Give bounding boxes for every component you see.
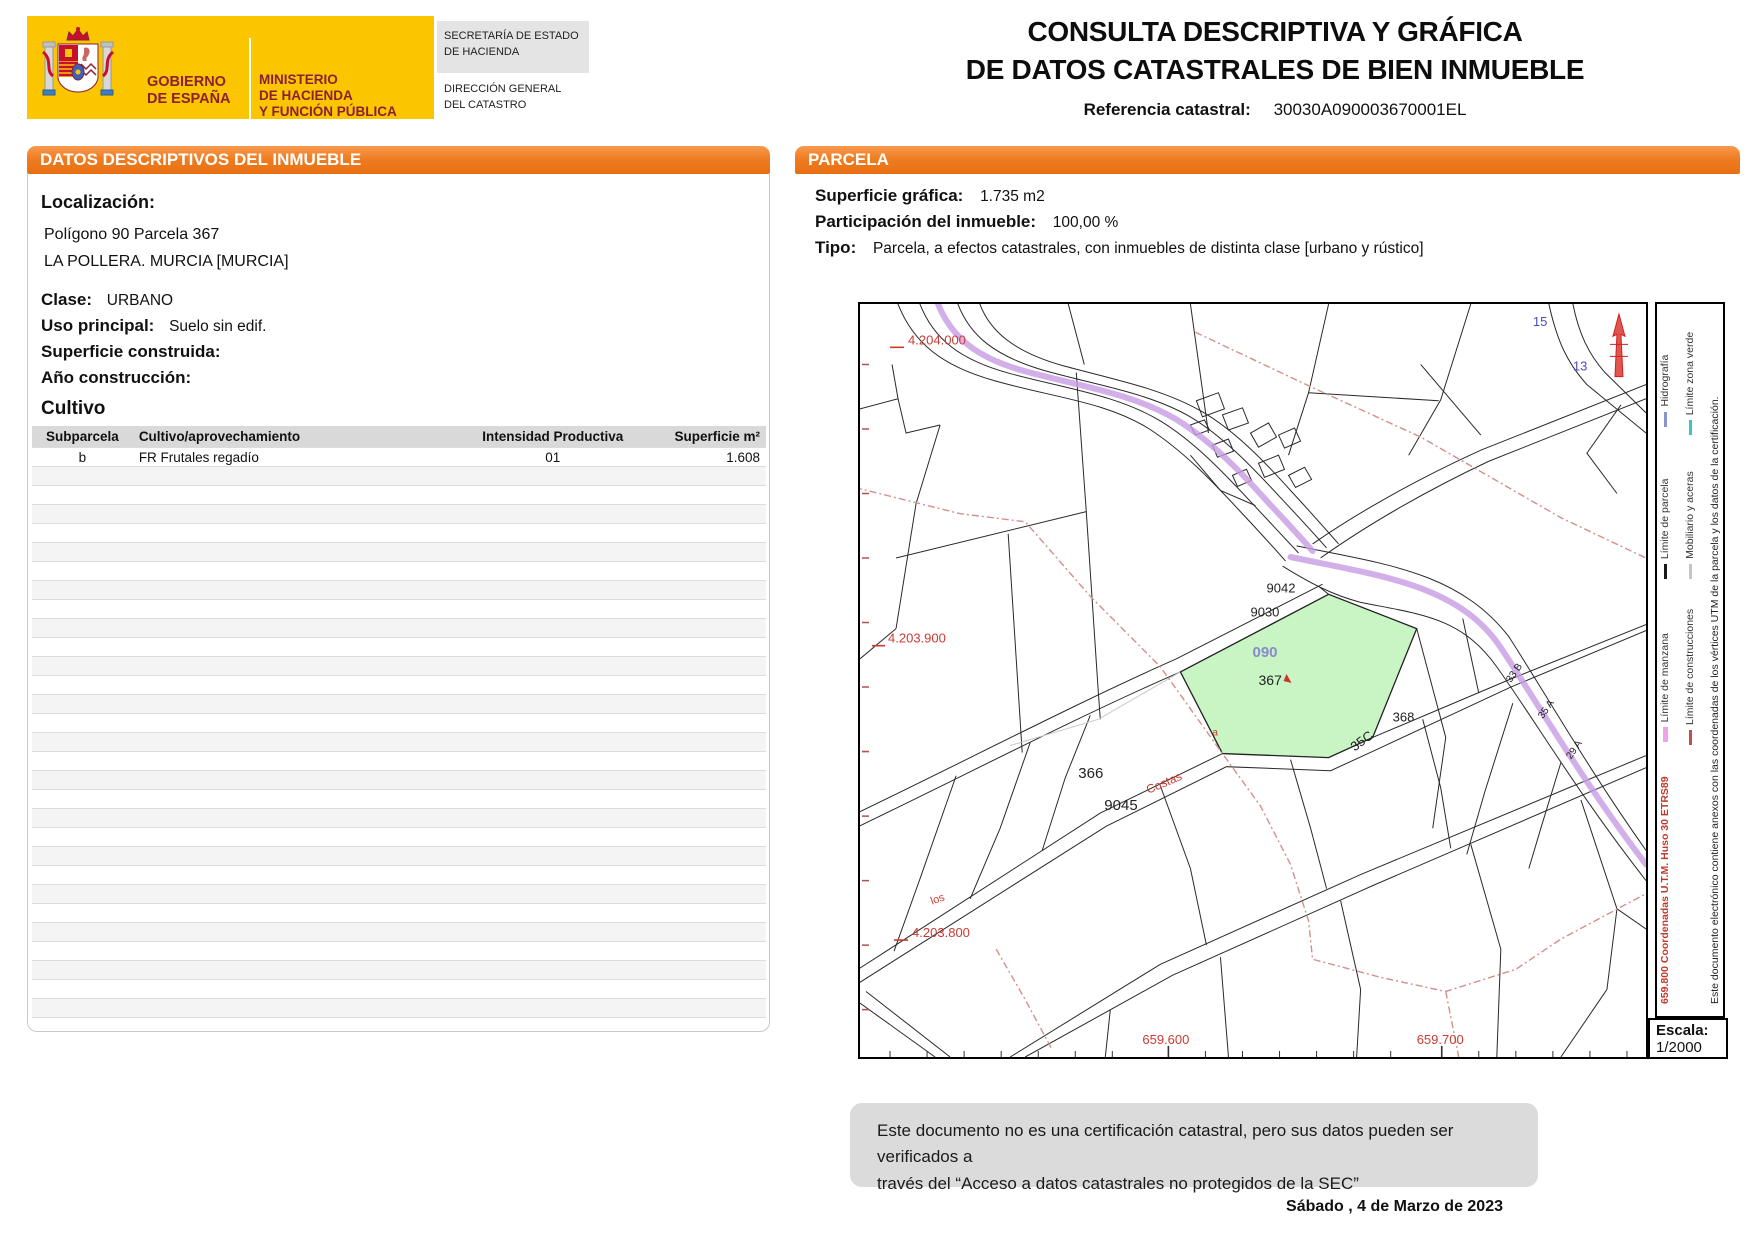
legend-disclaimer: Este documento electrónico contiene anexos con las coordenadas de los vértices UTM de la parcela y los datos de la certificación. — [1709, 396, 1721, 1004]
legend-item-hidrografia: Hidrografía — [1659, 355, 1671, 427]
section-header-datos-descriptivos — [27, 146, 770, 174]
cultivo-table-header — [32, 426, 766, 448]
cadastral-map-svg — [860, 304, 1646, 1057]
main-road-purple — [936, 304, 1312, 551]
coord-label-mid: 4.203.900 — [888, 630, 946, 646]
legend-item-zona-verde: Límite zona verde — [1684, 332, 1696, 435]
localizacion-line2: LA POLLERA. MURCIA [MURCIA] — [44, 253, 289, 270]
document-date: Sábado , 4 de Marzo de 2023 — [1286, 1198, 1503, 1215]
map-legend-rotated — [1659, 306, 1721, 1014]
cadastral-map — [858, 302, 1648, 1059]
table-row-empty — [32, 543, 766, 562]
gobierno-title: GOBIERNO DE ESPAÑA — [147, 74, 231, 108]
spain-coat-of-arms-icon — [39, 26, 117, 110]
table-row-empty — [32, 505, 766, 524]
table-row-empty — [32, 866, 766, 885]
table-row-empty — [32, 923, 766, 942]
parcel-label-15: 15 — [1532, 314, 1548, 330]
legend-item-parcela: Límite de parcela — [1659, 479, 1671, 580]
road-label-costas: Costas — [1144, 769, 1184, 797]
page-title-line2: DE DATOS CATASTRALES DE BIEN INMUEBLE — [965, 54, 1585, 85]
col-superficie: Superficie m² — [644, 426, 766, 448]
legend-item-aceras: Mobiliario y aceras — [1684, 471, 1696, 579]
road-label-35a: 35 A — [1536, 698, 1557, 722]
table-row-empty — [32, 828, 766, 847]
footer-disclaimer: Este documento no es una certificación catastral, pero sus datos pueden ser verificados a través del “Acceso a datos catastrales no protegidos de la SEC” — [850, 1103, 1538, 1187]
document-title-block — [840, 16, 1710, 120]
manzana-swatch-icon — [1663, 727, 1668, 742]
bottom-edge-ticks — [890, 1046, 1627, 1057]
parcel-label-366: 366 — [1078, 764, 1104, 782]
col-cultivo: Cultivo/aprovechamiento — [133, 426, 461, 448]
table-row-empty — [32, 638, 766, 657]
direccion-general-label: DIRECCIÓN GENERAL DEL CATASTRO — [444, 83, 562, 111]
table-row-empty — [32, 752, 766, 771]
parcel-label-9030: 9030 — [1250, 604, 1280, 620]
table-row-empty — [32, 524, 766, 543]
table-row-empty — [32, 676, 766, 695]
legend-row-2 — [1684, 306, 1696, 1004]
section-header-parcela — [795, 146, 1740, 174]
field-anio-construccion: Año construcción: — [41, 368, 192, 387]
ministerio-title: MINISTERIO DE HACIENDA Y FUNCIÓN PÚBLICA — [259, 72, 397, 120]
table-row-empty — [32, 619, 766, 638]
road-label-los: los — [929, 891, 947, 908]
hidrografia-swatch-icon — [1664, 412, 1667, 427]
coord-label-bottom: 4.203.800 — [912, 925, 970, 941]
map-legend — [1655, 302, 1725, 1018]
table-row-empty — [32, 562, 766, 581]
section-title-normal: DATOS DESCRIPTIVOS DEL — [40, 150, 273, 169]
table-row-empty — [32, 771, 766, 790]
subparcel-label-a: a — [1212, 727, 1219, 739]
escala-box — [1648, 1018, 1728, 1059]
field-superficie-construida: Superficie construida: — [41, 342, 221, 361]
section-title-bold: INMUEBLE — [272, 150, 362, 169]
field-clase: Clase: URBANO — [41, 290, 174, 309]
table-row-empty — [32, 657, 766, 676]
logo-divider — [249, 38, 251, 129]
parcel-label-367: 367 — [1258, 671, 1282, 689]
table-row-empty — [32, 980, 766, 999]
table-row-empty — [32, 714, 766, 733]
left-edge-ticks — [862, 364, 869, 1009]
field-uso-principal: Uso principal: Suelo sin edif. — [41, 316, 267, 335]
field-superficie-grafica: Superficie gráfica: 1.735 m2 — [815, 186, 1045, 205]
col-intensidad: Intensidad Productiva — [461, 426, 645, 448]
legend-coords-note: 659.800 Coordenadas U.T.M. Huso 30 ETRS89 — [1659, 776, 1671, 1004]
legend-item-construcciones: Límite de construcciones — [1684, 609, 1696, 745]
table-row-empty — [32, 999, 766, 1018]
road-label-29a: 29 A — [1564, 738, 1585, 762]
parcel-label-9042: 9042 — [1266, 580, 1296, 596]
parcel-label-9045: 9045 — [1104, 796, 1138, 815]
secretaria-estado-label: SECRETARÍA DE ESTADO DE HACIENDA — [437, 21, 589, 73]
table-row-empty — [32, 467, 766, 486]
table-row-empty — [32, 885, 766, 904]
localizacion-line1: Polígono 90 Parcela 367 — [44, 226, 220, 243]
zona-verde-swatch-icon — [1689, 420, 1692, 435]
escala-label: Escala: — [1656, 1022, 1709, 1039]
table-row-empty — [32, 695, 766, 714]
table-row-empty — [32, 600, 766, 619]
datos-descriptivos-panel — [27, 174, 770, 1032]
field-tipo: Tipo: Parcela, a efectos catastrales, con inmuebles de distinta clase [urbano y rústico] — [815, 238, 1424, 257]
field-participacion: Participación del inmueble: 100,00 % — [815, 212, 1119, 231]
table-row-empty — [32, 581, 766, 600]
cultivo-table — [32, 426, 766, 1018]
table-row-empty — [32, 961, 766, 980]
escala-value: 1/2000 — [1656, 1039, 1702, 1056]
table-row-empty — [32, 790, 766, 809]
col-subparcela: Subparcela — [32, 426, 133, 448]
table-row: b FR Frutales regadío 01 1.608 — [32, 448, 766, 467]
parcel-label-368: 368 — [1392, 709, 1415, 725]
referencia-label: Referencia catastral: — [1083, 100, 1251, 119]
gobierno-logo-block — [27, 16, 434, 119]
parcela-title: PARCELA — [808, 150, 889, 169]
table-row-empty — [32, 733, 766, 752]
table-row-empty — [32, 809, 766, 828]
parcel-label-13: 13 — [1572, 358, 1588, 374]
page-title-line1: CONSULTA DESCRIPTIVA Y GRÁFICA — [1027, 16, 1523, 47]
parcel-label-090: 090 — [1252, 643, 1278, 661]
legend-item-manzana: Límite de manzana — [1659, 633, 1671, 742]
coord-label-top: 4.204.000 — [908, 332, 966, 348]
table-row-empty — [32, 486, 766, 505]
aceras-swatch-icon — [1689, 564, 1692, 579]
construcciones-swatch-icon — [1689, 730, 1692, 745]
coord-label-659600: 659.600 — [1142, 1031, 1190, 1047]
table-row-empty — [32, 847, 766, 866]
north-arrow-icon — [1610, 314, 1628, 376]
legend-row-1 — [1659, 306, 1671, 1004]
referencia-catastral — [840, 100, 1710, 120]
coord-label-659700: 659.700 — [1416, 1031, 1464, 1047]
referencia-value: 30030A090003670001EL — [1273, 100, 1467, 119]
parcela-swatch-icon — [1664, 564, 1667, 579]
road-label-33b: 33 B — [1504, 661, 1526, 685]
cultivo-heading: Cultivo — [41, 398, 106, 419]
road-label-35c: 35C — [1347, 727, 1376, 755]
localizacion-label: Localización: — [41, 192, 156, 212]
table-row-empty — [32, 904, 766, 923]
table-row-empty — [32, 942, 766, 961]
